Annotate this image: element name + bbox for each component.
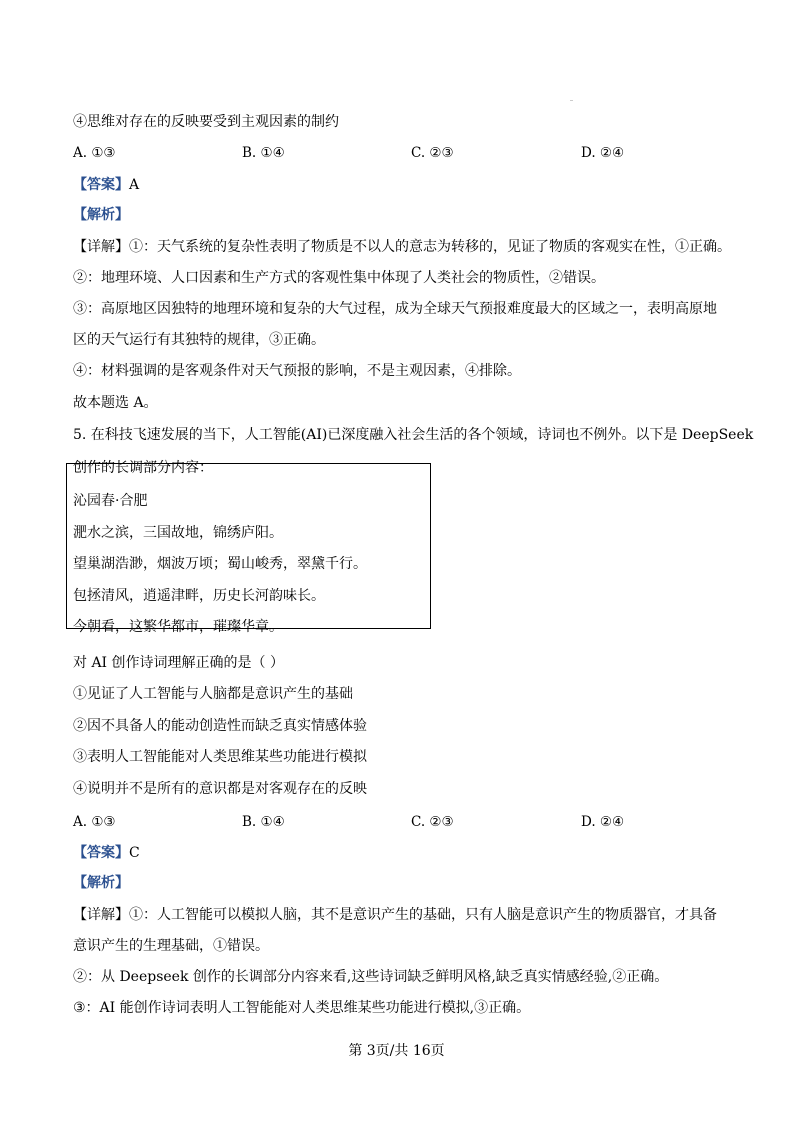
q4-detail-3b: 区的天气运行有其独特的规律，③正确。 xyxy=(73,332,325,348)
scan-speck xyxy=(570,100,573,101)
q4-item-4: ④思维对存在的反映要受到主观因素的制约 xyxy=(73,114,339,130)
q5-item-1: ①见证了人工智能与人脑都是意识产生的基础 xyxy=(73,686,353,702)
q5-stem-line-1: 5. 在科技飞速发展的当下，人工智能(AI)已深度融入社会生活的各个领域，诗词也不例外。以下是 DeepSeek xyxy=(73,427,754,443)
q5-answer xyxy=(73,843,140,863)
q5-analysis-heading xyxy=(73,873,129,893)
q5-option-a: A. ①③ xyxy=(73,814,116,830)
q5-item-3: ③表明人工智能能对人类思维某些功能进行模拟 xyxy=(73,749,367,765)
detail-label: 【详解】 xyxy=(73,907,129,923)
q4-detail-1 xyxy=(73,237,731,257)
q5-option-d: D. ②④ xyxy=(581,814,625,830)
q4-conclusion: 故本题选 A。 xyxy=(73,395,158,411)
q5-detail-1b: 意识产生的生理基础，①错误。 xyxy=(73,938,269,954)
detail-text: ①：天气系统的复杂性表明了物质是不以人的意志为转移的，见证了物质的客观实在性，①正确。 xyxy=(129,239,731,255)
q4-option-d: D. ②④ xyxy=(581,145,625,161)
poem-line-2: 望巢湖浩渺，烟波万顷；蜀山峻秀，翠黛千行。 xyxy=(73,556,367,572)
answer-label: 【答案】 xyxy=(73,177,129,193)
answer-value: A xyxy=(129,177,140,193)
detail-label: 【详解】 xyxy=(73,239,129,255)
poem-line-1: 淝水之滨，三国故地，锦绣庐阳。 xyxy=(73,525,283,541)
q4-detail-2: ②：地理环境、人口因素和生产方式的客观性集中体现了人类社会的物质性，②错误。 xyxy=(73,270,605,286)
q4-detail-4: ④：材料强调的是客观条件对天气预报的影响，不是主观因素，④排除。 xyxy=(73,363,521,379)
answer-value: C xyxy=(129,845,140,861)
q4-answer xyxy=(73,175,139,195)
q5-item-2: ②因不具备人的能动创造性而缺乏真实情感体验 xyxy=(73,718,367,734)
q5-detail-1a xyxy=(73,905,717,925)
q4-analysis-heading xyxy=(73,205,129,225)
q5-detail-3: ③：AI 能创作诗词表明人工智能能对人类思维某些功能进行模拟,③正确。 xyxy=(73,1000,531,1016)
q5-item-4: ④说明并不是所有的意识都是对客观存在的反映 xyxy=(73,781,367,797)
q5-stem-line-2: 创作的长调部分内容： xyxy=(73,460,213,476)
q5-detail-2: ②：从 Deepseek 创作的长调部分内容来看,这些诗词缺乏鲜明风格,缺乏真实情感经验,②正确。 xyxy=(73,969,669,985)
q5-option-b: B. ①④ xyxy=(242,814,285,830)
q5-question: 对 AI 创作诗词理解正确的是（ ） xyxy=(73,655,284,671)
analysis-label: 【解析】 xyxy=(73,207,129,223)
poem-title: 沁园春·合肥 xyxy=(73,493,148,509)
poem-line-3: 包拯清风，逍遥津畔，历史长河韵味长。 xyxy=(73,588,325,604)
q4-option-a: A. ①③ xyxy=(73,145,116,161)
analysis-label: 【解析】 xyxy=(73,875,129,891)
page-footer: 第 3页/共 16页 xyxy=(348,1043,445,1059)
q4-option-c: C. ②③ xyxy=(411,145,454,161)
q4-detail-3a: ③：高原地区因独特的地理环境和复杂的大气过程，成为全球天气预报难度最大的区域之一，表明高原地 xyxy=(73,301,717,317)
poem-line-4: 今朝看，这繁华都市，璀璨华章。 xyxy=(73,619,283,635)
answer-label: 【答案】 xyxy=(73,845,129,861)
detail-text: ①：人工智能可以模拟人脑，其不是意识产生的基础，只有人脑是意识产生的物质器官，才具备 xyxy=(129,907,717,923)
q4-option-b: B. ①④ xyxy=(242,145,285,161)
q5-option-c: C. ②③ xyxy=(411,814,454,830)
